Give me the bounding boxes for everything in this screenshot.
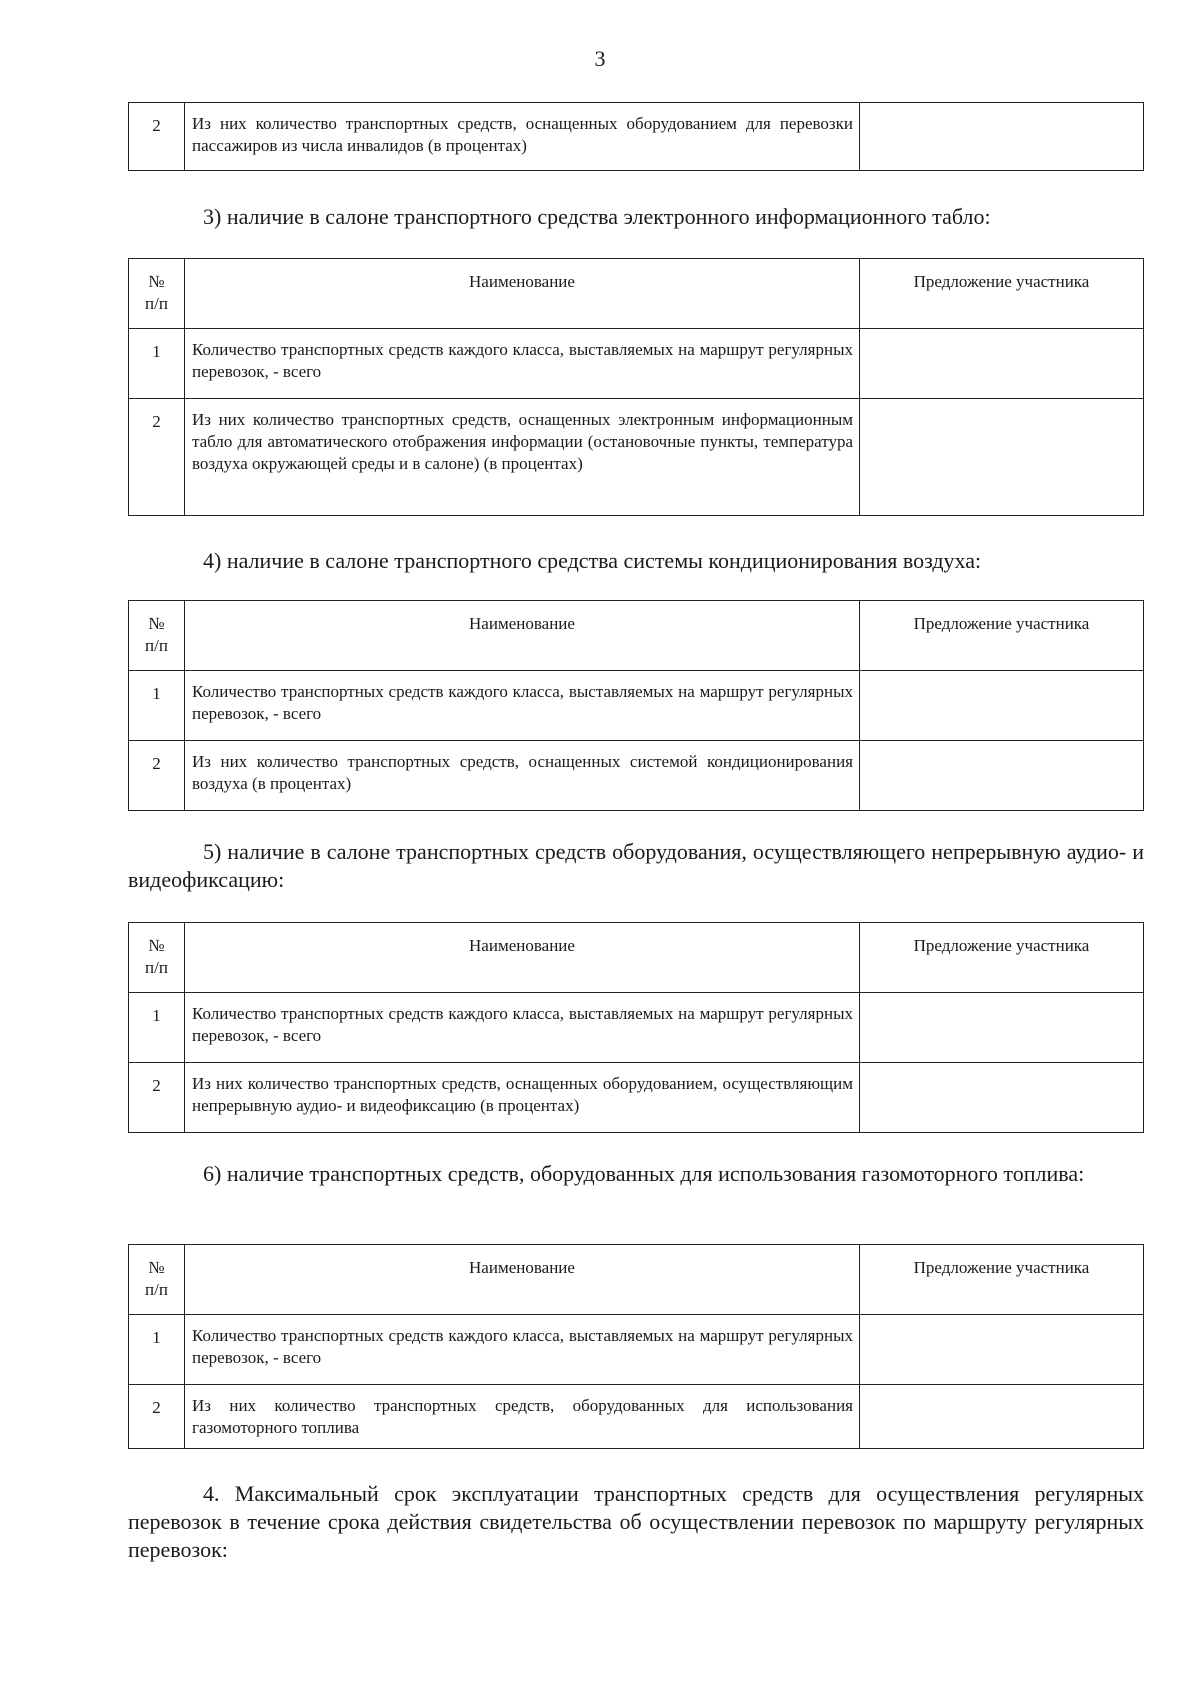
header-number: № п/п <box>129 923 185 993</box>
row-proposal-cell[interactable] <box>860 993 1144 1063</box>
row-number: 2 <box>129 741 185 811</box>
row-proposal-cell[interactable] <box>860 1315 1144 1385</box>
page-number: 3 <box>594 46 606 71</box>
continuation-table <box>128 102 1144 171</box>
row-name: Количество транспортных средств каждого класса, выставляемых на маршрут регулярных перевозок, - всего <box>185 671 860 741</box>
row-number: 2 <box>129 399 185 516</box>
row-proposal-cell[interactable] <box>860 329 1144 399</box>
row-number: 1 <box>129 329 185 399</box>
row-name: Количество транспортных средств каждого класса, выставляемых на маршрут регулярных перевозок, - всего <box>185 993 860 1063</box>
section-5-heading: 5) наличие в салоне транспортных средств оборудования, осуществляющего непрерывную аудио- и видеофиксацию: <box>128 839 1144 892</box>
table-row <box>129 329 1144 399</box>
row-number: 1 <box>129 1315 185 1385</box>
header-number: № п/п <box>129 1245 185 1315</box>
row-number: 2 <box>129 1385 185 1449</box>
table-row <box>129 1385 1144 1449</box>
row-name: Из них количество транспортных средств, оснащенных оборудованием для перевозки пассажиров из числа инвалидов (в процентах) <box>185 103 860 171</box>
section-4-heading: 4) наличие в салоне транспортного средства системы кондиционирования воздуха: <box>203 548 982 573</box>
row-proposal-cell[interactable] <box>860 1385 1144 1449</box>
row-name: Из них количество транспортных средств, оснащенных системой кондиционирования воздуха (в процентах) <box>185 741 860 811</box>
header-name: Наименование <box>185 1245 860 1315</box>
row-number: 2 <box>129 1063 185 1133</box>
header-name: Наименование <box>185 259 860 329</box>
row-name: Из них количество транспортных средств, оснащенных электронным информационным табло для автоматического отображения информации (остановочные пункты, температура воздуха окружающей среды и в салоне) (в процентах) <box>185 399 860 516</box>
header-proposal: Предложение участника <box>860 1245 1144 1315</box>
table-row <box>129 1315 1144 1385</box>
row-number: 2 <box>129 103 185 171</box>
row-name: Количество транспортных средств каждого класса, выставляемых на маршрут регулярных перевозок, - всего <box>185 329 860 399</box>
table-row <box>129 1063 1144 1133</box>
row-name: Количество транспортных средств каждого класса, выставляемых на маршрут регулярных перевозок, - всего <box>185 1315 860 1385</box>
row-proposal-cell[interactable] <box>860 671 1144 741</box>
row-proposal-cell[interactable] <box>860 741 1144 811</box>
row-name: Из них количество транспортных средств, оснащенных оборудованием, осуществляющим непрерывную аудио- и видеофиксацию (в процентах) <box>185 1063 860 1133</box>
table-header-row <box>129 1245 1144 1315</box>
row-proposal-cell[interactable] <box>860 1063 1144 1133</box>
row-number: 1 <box>129 671 185 741</box>
header-proposal: Предложение участника <box>860 923 1144 993</box>
row-proposal-cell[interactable] <box>860 103 1144 171</box>
header-proposal: Предложение участника <box>860 259 1144 329</box>
section-3-heading: 3) наличие в салоне транспортного средства электронного информационного табло: <box>203 204 991 229</box>
table-header-row <box>129 259 1144 329</box>
table-row <box>129 399 1144 516</box>
section-3-table <box>128 258 1144 516</box>
header-name: Наименование <box>185 923 860 993</box>
table-header-row <box>129 923 1144 993</box>
point-4-paragraph: 4. Максимальный срок эксплуатации транспортных средств для осуществления регулярных перевозок в течение срока действия свидетельства об осуществлении перевозок по маршруту регулярных перевозок: <box>128 1481 1144 1562</box>
table-row <box>129 993 1144 1063</box>
header-number: № п/п <box>129 259 185 329</box>
table-row <box>129 741 1144 811</box>
table-row <box>129 103 1144 171</box>
table-row <box>129 671 1144 741</box>
section-6-heading: 6) наличие транспортных средств, оборудованных для использования газомоторного топлива: <box>203 1161 1085 1186</box>
header-proposal: Предложение участника <box>860 601 1144 671</box>
row-name: Из них количество транспортных средств, оборудованных для использования газомоторного топлива <box>185 1385 860 1449</box>
row-number: 1 <box>129 993 185 1063</box>
table-header-row <box>129 601 1144 671</box>
header-name: Наименование <box>185 601 860 671</box>
header-number: № п/п <box>129 601 185 671</box>
section-6-table <box>128 1244 1144 1449</box>
section-4-table <box>128 600 1144 811</box>
section-5-table <box>128 922 1144 1133</box>
row-proposal-cell[interactable] <box>860 399 1144 516</box>
